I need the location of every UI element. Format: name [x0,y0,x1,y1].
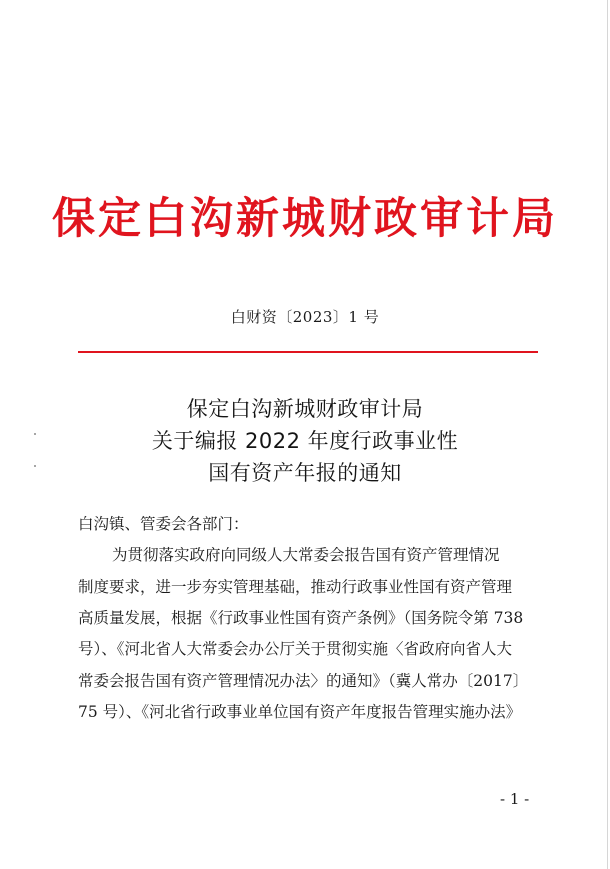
body-text-line: 制度要求，进一步夯实管理基础，推动行政事业性国有资产管理 [78,578,513,596]
notice-title-line-1: 保定白沟新城财政审计局 [186,397,424,421]
red-divider-rule [78,351,538,353]
page-number: - 1 - [500,790,530,808]
notice-title-line-3: 国有资产年报的通知 [208,461,402,485]
salutation: 白沟镇、管委会各部门： [78,515,249,533]
document-number: 白财资〔2023〕1 号 [230,308,380,326]
scan-speck [34,465,36,467]
body-text-line: 高质量发展，根据《行政事业性国有资产条例》（国务院令第 738 [78,609,524,627]
scan-speck [34,433,36,435]
body-text-line: 为贯彻落实政府向同级人大常委会报告国有资产管理情况 [112,546,500,564]
body-text-line: 号）、《河北省人大常委会办公厅关于贯彻实施〈省政府向省人大 [78,640,513,658]
agency-header: 保定白沟新城财政审计局 [52,194,558,244]
body-text-line: 75 号）、《河北省行政事业单位国有资产年度报告管理实施办法》 [78,703,522,721]
notice-title-line-2: 关于编报 2022 年度行政事业性 [151,429,459,453]
body-text-line: 常委会报告国有资产管理情况办法〉的通知》（冀人常办〔2017〕 [78,672,529,690]
